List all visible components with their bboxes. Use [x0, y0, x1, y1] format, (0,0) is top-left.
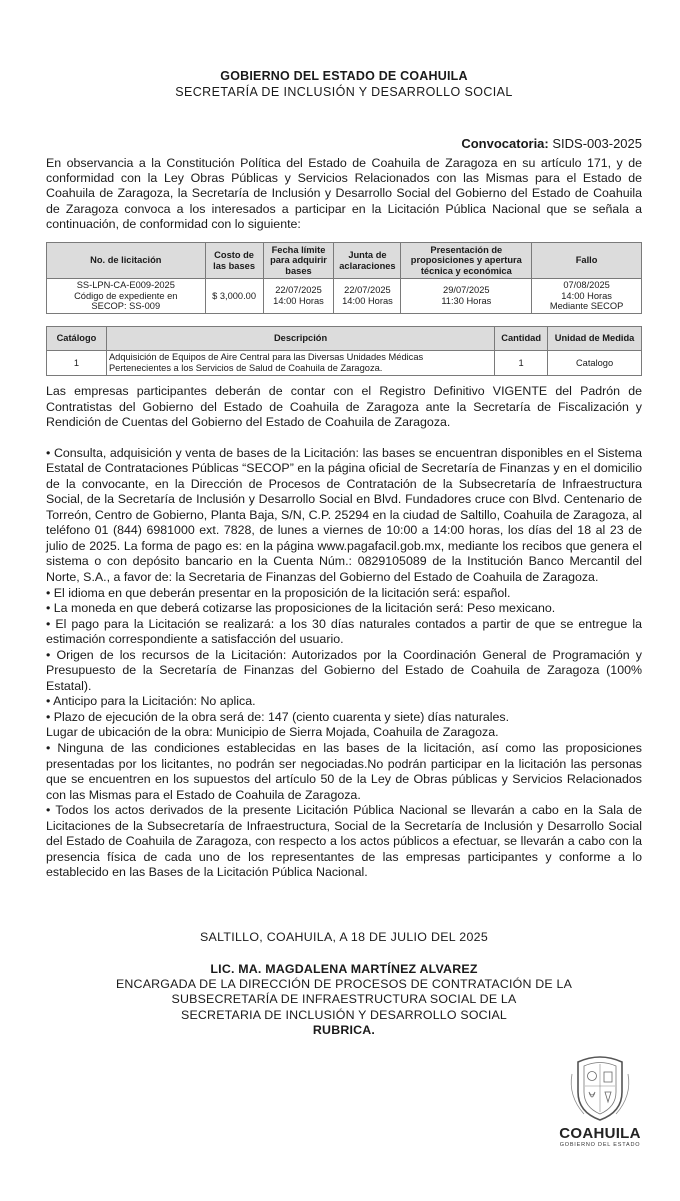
bullet-plazo: • Plazo de ejecución de la obra será de: 147 (ciento cuarenta y siete) días naturales. — [46, 709, 510, 724]
fallo-date: 07/08/2025 — [563, 280, 610, 290]
signature-date: SALTILLO, COAHUILA, A 18 DE JULIO DEL 2025 — [199, 930, 489, 944]
intro-paragraph: En observancia a la Constitución Política del Estado de Coahuila de Zaragoza en su artículo 171, y de conformidad con la Ley Obras Públicas y Servicios Relacionados con las Mismas para el Estado de Coahuila de Zaragoza, la Secretaría de Inclusión y Desarrollo Social del Gobierno del Estado de Coahuila de Zaragoza convoca a los interesados a participar en la Licitación Pública Nacional que se señala a continuación, de conformidad con lo siguiente: — [46, 156, 642, 231]
bullet-actos: • Todos los actos derivados de la presente Licitación Pública Nacional se llevarán a cabo en la Sala de Licitaciones de la Subsecretaría de Infraestructura, Social de la Secretaría de Inclusión y Desarrollo Social del Estado de Coahuila de Zaragoza, con respecto a los actos públicos a efectuar, se llevarán a cabo con la presencia física de cada uno de los representantes de las empresas participantes y conforme a lo establecido en las Bases de la Licitación Pública Nacional. — [46, 803, 642, 880]
signatory-name: LIC. MA. MAGDALENA MARTÍNEZ ALVAREZ — [210, 962, 478, 976]
col-fallo: Fallo — [532, 243, 642, 279]
conditions-body — [46, 384, 642, 881]
licitacion-line-1: SS-LPN-CA-E009-2025 — [76, 280, 175, 290]
junta-date: 22/07/2025 — [344, 285, 391, 296]
cell-unidad: Catalogo — [548, 351, 642, 376]
bullet-pago: • El pago para la Licitación se realizará: a los 30 días naturales contados a partir de que se entregue la estimación correspondiente a satisfacción del usuario. — [46, 616, 642, 647]
licitacion-table — [46, 242, 642, 314]
coahuila-logo — [555, 1052, 645, 1149]
col-unidad: Unidad de Medida — [548, 327, 642, 351]
bullet-origen-recursos: • Origen de los recursos de la Licitación: Autorizados por la Coordinación General de Programación y Presupuesto de la Secretaría de Finanzas del Gobierno del Estado de Coahuila de Zaragoza (100% Estatal). — [46, 647, 642, 693]
descripcion-line-1: Adquisición de Equipos de Aire Central para las Diversas Unidades Médicas — [108, 352, 424, 363]
catalogo-table — [46, 326, 642, 376]
rubrica-label: RUBRICA. — [312, 1022, 376, 1037]
convocatoria-value: SIDS-003-2025 — [552, 136, 642, 151]
col-costo: Costo de las bases — [205, 243, 263, 279]
table-row — [47, 351, 642, 376]
logo-subtitle: GOBIERNO DEL ESTADO — [559, 1142, 641, 1148]
fecha-limite-date: 22/07/2025 — [275, 285, 322, 296]
col-fecha-limite: Fecha límite para adquirir bases — [263, 243, 334, 279]
col-presentacion: Presentación de proposiciones y apertura técnica y económica — [401, 243, 532, 279]
licitacion-line-3: SECOP: SS-009 — [91, 301, 161, 312]
presentacion-date: 29/07/2025 — [443, 285, 490, 296]
presentacion-time: 11:30 Horas — [441, 295, 492, 306]
licitacion-line-2: Código de expediente en — [74, 290, 178, 301]
cell-costo: $ 3,000.00 — [205, 279, 263, 314]
signature-block — [46, 962, 642, 1038]
signatory-title-3: SECRETARIA DE INCLUSIÓN Y DESARROLLO SOCIAL — [180, 1007, 508, 1022]
col-catalogo: Catálogo — [47, 327, 107, 351]
ubicacion-obra: Lugar de ubicación de la obra: Municipio de Sierra Mojada, Coahuila de Zaragoza. — [46, 725, 499, 740]
descripcion-line-2: Pertenecientes a los Servicios de Salud de Coahuila de Zaragoza. — [108, 363, 383, 373]
signatory-title-2: SUBSECRETARÍA DE INFRAESTRUCTURA SOCIAL DE LA — [171, 992, 517, 1007]
logo-name: COAHUILA — [559, 1125, 641, 1142]
header-government: GOBIERNO DEL ESTADO DE COAHUILA — [220, 69, 468, 83]
col-licitacion: No. de licitación — [47, 243, 206, 279]
bullet-consulta-bases: • Consulta, adquisición y venta de bases de la Licitación: las bases se encuentran disponibles en el Sistema Estatal de Contrataciones Públicas “SECOP” en la página oficial de Secretaría de Finanzas y en el domicilio de la convocante, en la Dirección de Procesos de Contratación de la Subsecretaría de Infraestructura Social, de la Secretaría de Inclusión y Desarrollo Social en Blvd. Fundadores cruce con Blvd. Centenario de Torreón, Centro de Gobierno, Planta Baja, S/N, C.P. 25294 en la ciudad de Saltillo, Coahuila de Zaragoza, al teléfono 01 (844) 6981000 ext. 7828, de lunes a viernes de 10:00 a 14:00 horas, los días del 18 al 23 de julio de 2025. La forma de pago es: en la página www.pagafacil.gob.mx, mediante los recibos que genera el sistema o con depósito bancario en la Cuenta Núm.: 0829105089 de la Institución Banco Mercantil del Norte, S.A., a favor de: la Secretaria de Finanzas del Gobierno del Estado de Coahuila de Zaragoza. — [46, 445, 642, 585]
fallo-time: 14:00 Horas — [561, 290, 612, 301]
cell-junta — [334, 279, 401, 314]
cell-presentacion — [401, 279, 532, 314]
cell-cantidad: 1 — [495, 351, 548, 376]
bullet-anticipo: • Anticipo para la Licitación: No aplica. — [46, 694, 256, 709]
convocatoria-label: Convocatoria: — [461, 136, 549, 151]
fallo-medium: Mediante SECOP — [549, 301, 624, 312]
header-secretariat: SECRETARÍA DE INCLUSIÓN Y DESARROLLO SOCIAL — [175, 85, 513, 99]
paragraph-spacer — [46, 431, 642, 446]
cell-descripcion — [106, 351, 494, 376]
col-junta: Junta de aclaraciones — [334, 243, 401, 279]
registro-paragraph: Las empresas participantes deberán de contar con el Registro Definitivo VIGENTE del Padrón de Contratistas del Gobierno del Estado de Coahuila de Zaragoza ante la Secretaría de Fiscalización y Rendición de Cuentas del Gobierno del Estado de Coahuila de Zaragoza. — [46, 384, 642, 430]
junta-time: 14:00 Horas — [342, 295, 393, 306]
cell-fallo — [532, 279, 642, 314]
signatory-title-1: ENCARGADA DE LA DIRECCIÓN DE PROCESOS DE CONTRATACIÓN DE LA — [115, 977, 573, 992]
cell-fecha-limite — [263, 279, 334, 314]
cell-licitacion — [47, 279, 206, 314]
bullet-moneda: • La moneda en que deberá cotizarse las proposiciones de la licitación será: Peso mexicano. — [46, 601, 556, 616]
catalogo-table-header — [47, 327, 642, 351]
convocatoria-number — [461, 136, 642, 151]
cell-catalogo: 1 — [47, 351, 107, 376]
bullet-idioma: • El idioma en que deberán presentar en la proposición de la licitación será: español. — [46, 585, 511, 600]
licitacion-table-header — [47, 243, 642, 279]
table-row — [47, 279, 642, 314]
coat-of-arms-icon — [564, 1052, 636, 1124]
bullet-condiciones: • Ninguna de las condiciones establecidas en las bases de la licitación, así como las proposiciones presentadas por los licitantes, no podrán ser negociadas.No podrán participar en la licitación las personas que se encuentren en los supuestos del artículo 50 de la Ley de Obras públicas y Servicios Relacionados con las Mismas para el Estado de Coahuila de Zaragoza. — [46, 741, 642, 802]
col-cantidad: Cantidad — [495, 327, 548, 351]
col-descripcion: Descripción — [106, 327, 494, 351]
fecha-limite-time: 14:00 Horas — [273, 295, 324, 306]
